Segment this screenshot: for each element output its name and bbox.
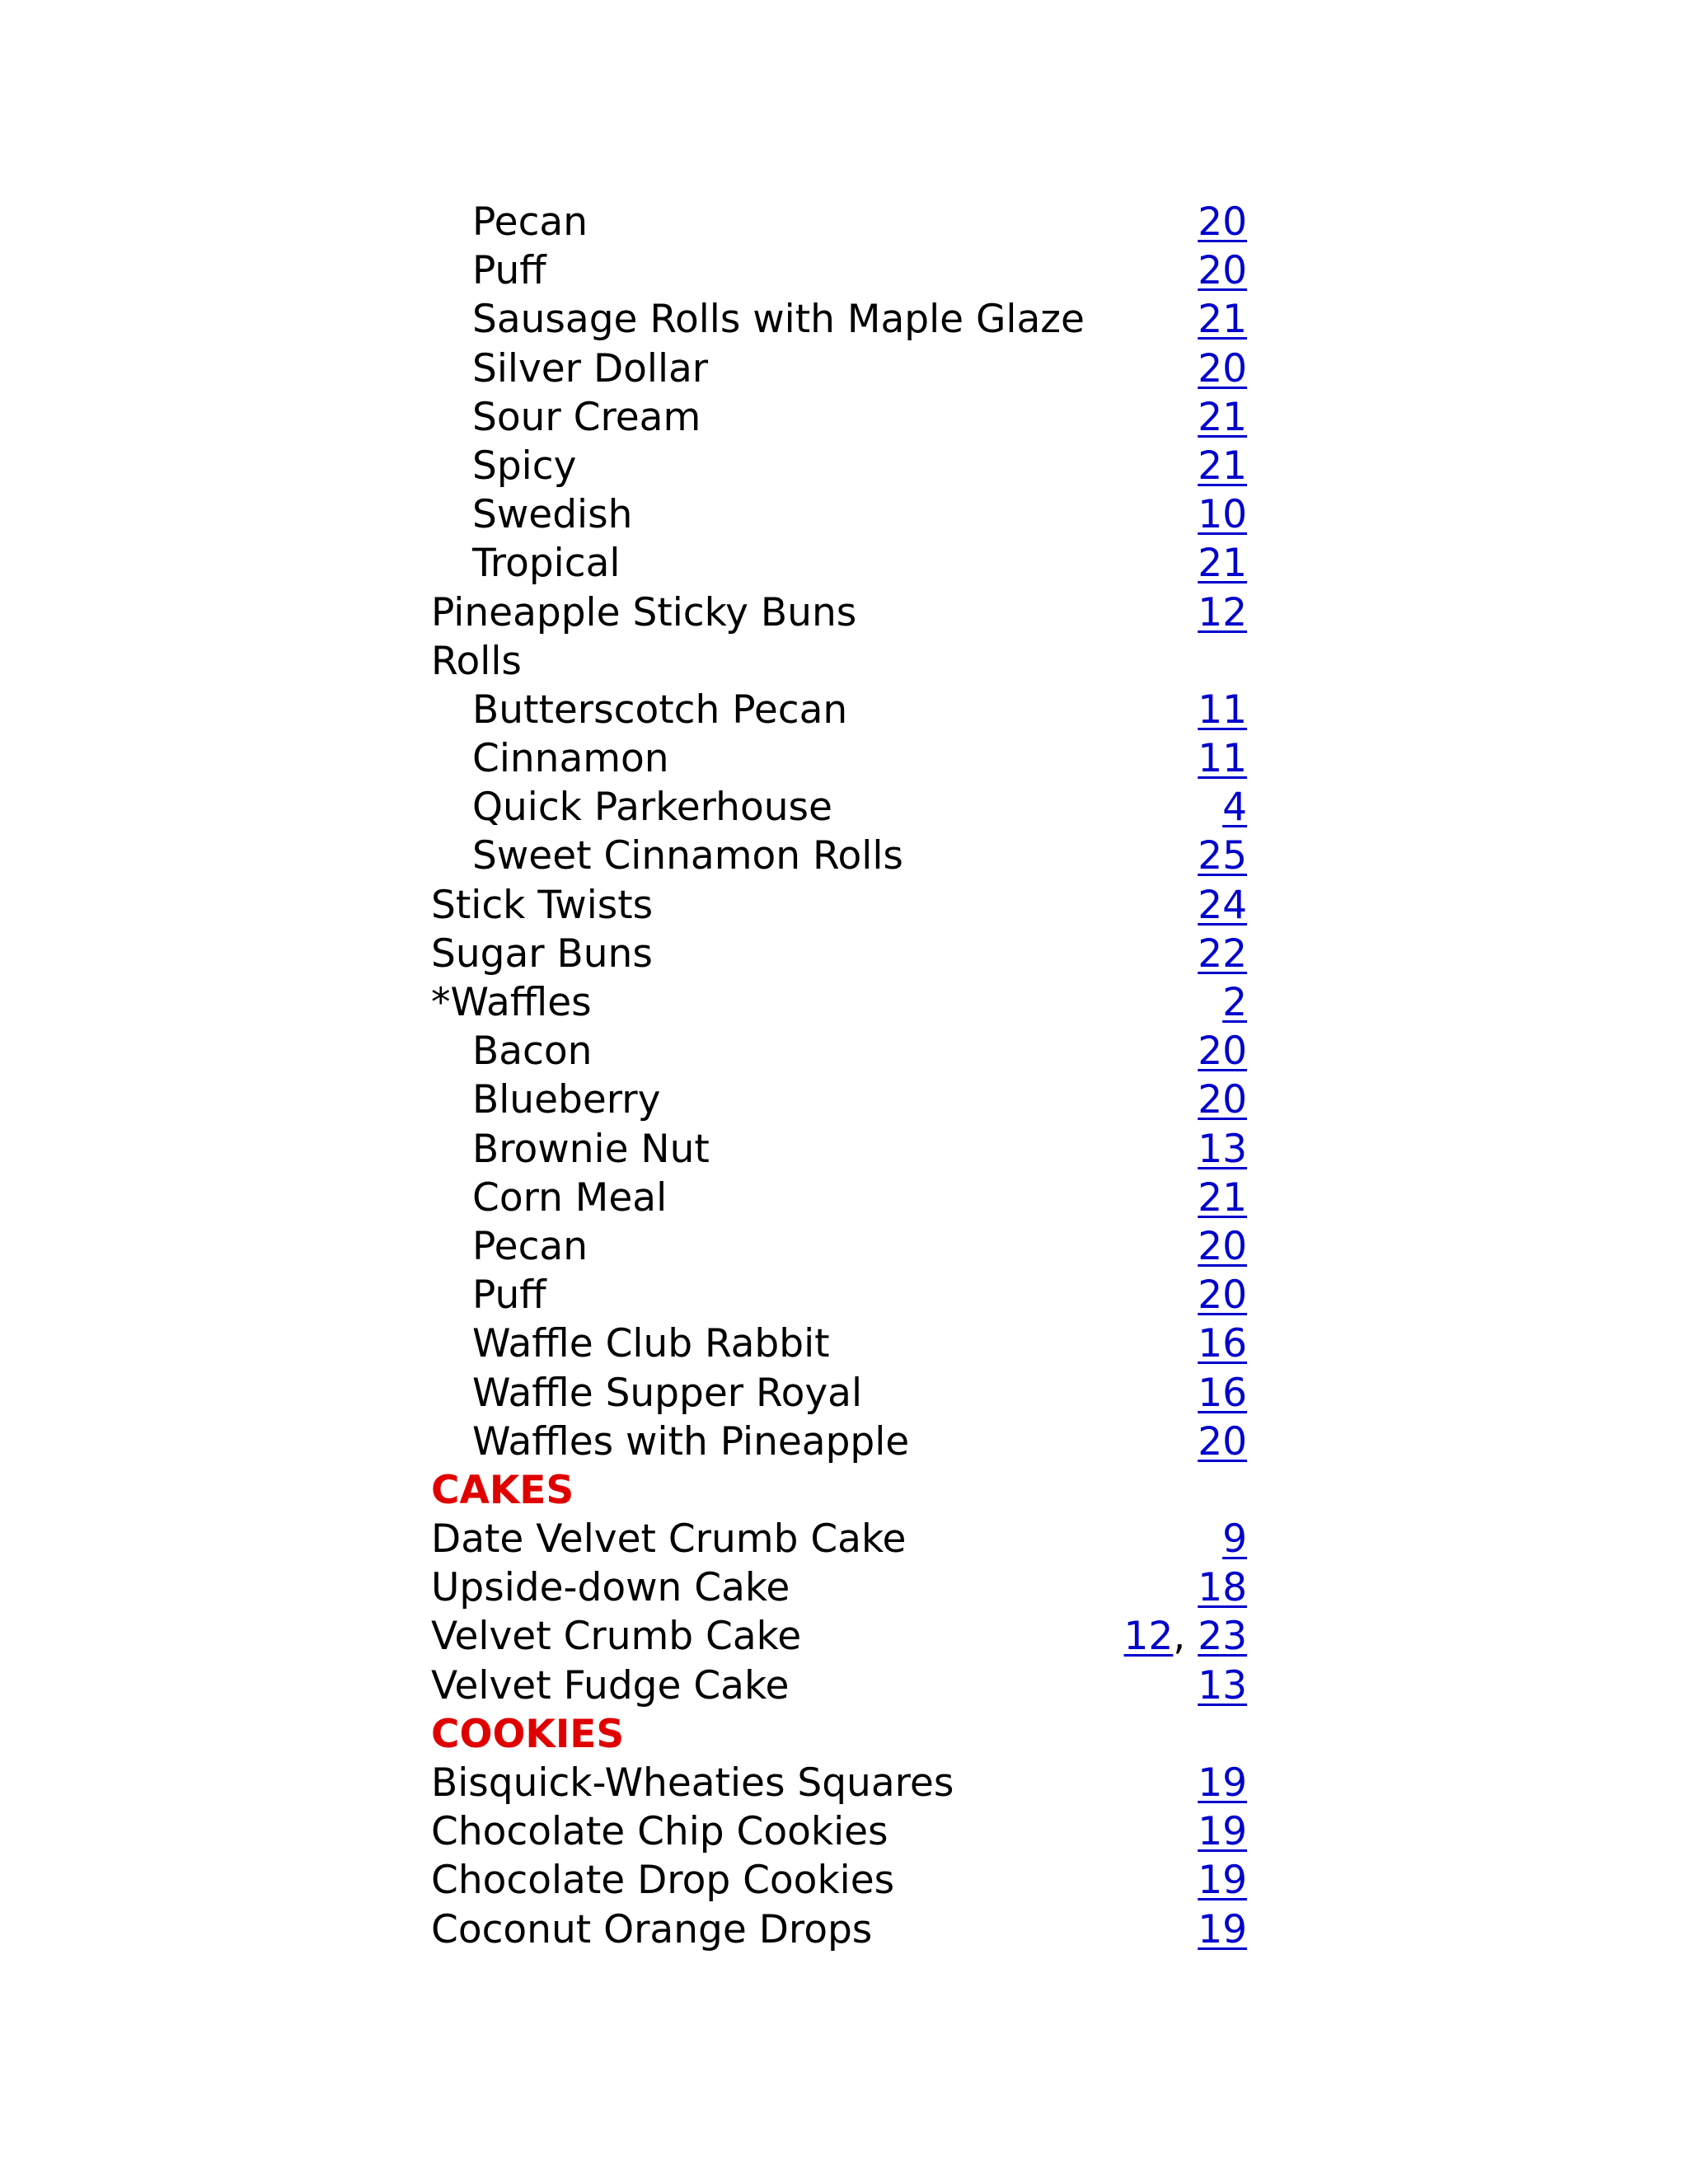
page-link[interactable]: 21 bbox=[1198, 443, 1247, 489]
page-references bbox=[1198, 1027, 1247, 1076]
index-entry-pecan bbox=[431, 198, 1247, 246]
index-entry-brownie-nut bbox=[431, 1125, 1247, 1174]
index-entry-label: Cinnamon bbox=[472, 736, 669, 782]
page-link[interactable]: 22 bbox=[1198, 930, 1247, 977]
page-references bbox=[1198, 1563, 1247, 1612]
section-heading-label: CAKES bbox=[431, 1467, 574, 1513]
index-entry-label: Sweet Cinnamon Rolls bbox=[472, 833, 903, 879]
section-heading-cookies bbox=[431, 1710, 1247, 1759]
page-link[interactable]: 20 bbox=[1198, 345, 1247, 391]
page-link[interactable]: 19 bbox=[1198, 1760, 1247, 1806]
index-entry-sausage-rolls-with-maple-glaze bbox=[431, 295, 1247, 344]
page-link[interactable]: 20 bbox=[1198, 199, 1247, 245]
index-entry-label: Blueberry bbox=[472, 1077, 661, 1123]
page-link[interactable]: 20 bbox=[1198, 1272, 1247, 1319]
page-link[interactable]: 20 bbox=[1198, 1223, 1247, 1269]
index-entry-pineapple-sticky-buns bbox=[431, 588, 1247, 637]
page-link[interactable]: 19 bbox=[1198, 1858, 1247, 1904]
index-entry-sweet-cinnamon-rolls bbox=[431, 832, 1247, 880]
index-entry-quick-parkerhouse bbox=[431, 783, 1247, 832]
page-references bbox=[1198, 1661, 1247, 1710]
page-references bbox=[1198, 1905, 1247, 1954]
recipe-index-list bbox=[431, 198, 1247, 1954]
page-references bbox=[1198, 539, 1247, 588]
index-entry-bacon bbox=[431, 1027, 1247, 1076]
page-references bbox=[1198, 246, 1247, 295]
index-entry-date-velvet-crumb-cake bbox=[431, 1515, 1247, 1563]
page-link[interactable]: 18 bbox=[1198, 1565, 1247, 1611]
index-entry-label: Waffle Supper Royal bbox=[472, 1370, 863, 1416]
page-link[interactable]: 19 bbox=[1198, 1906, 1247, 1952]
page-references bbox=[1123, 1612, 1247, 1661]
page-link[interactable]: 12 bbox=[1198, 589, 1247, 635]
index-entry-label: Chocolate Drop Cookies bbox=[431, 1858, 895, 1904]
page-references bbox=[1198, 344, 1247, 393]
page-link[interactable]: 2 bbox=[1222, 980, 1247, 1025]
page-references bbox=[1198, 881, 1247, 930]
index-entry-waffle-club-rabbit bbox=[431, 1319, 1247, 1368]
page-references bbox=[1222, 1515, 1247, 1563]
page-link[interactable]: 23 bbox=[1198, 1614, 1247, 1660]
index-entry-waffles-with-pineapple bbox=[431, 1418, 1247, 1466]
page-link[interactable]: 13 bbox=[1198, 1662, 1247, 1708]
page-references bbox=[1198, 686, 1247, 734]
page-references bbox=[1198, 1076, 1247, 1124]
page-link[interactable]: 21 bbox=[1198, 1174, 1247, 1221]
index-entry-label: Bacon bbox=[472, 1029, 593, 1075]
page-link[interactable]: 20 bbox=[1198, 248, 1247, 294]
index-entry-butterscotch-pecan bbox=[431, 686, 1247, 734]
page-references bbox=[1198, 1856, 1247, 1905]
index-entry-waffle-supper-royal bbox=[431, 1369, 1247, 1418]
index-entry-label: Sausage Rolls with Maple Glaze bbox=[472, 297, 1085, 343]
page-link[interactable]: 16 bbox=[1198, 1321, 1247, 1367]
page-references bbox=[1198, 1369, 1247, 1418]
index-entry-label: Corn Meal bbox=[472, 1174, 668, 1221]
page-references bbox=[1198, 930, 1247, 978]
index-entry-waffles bbox=[431, 978, 1247, 1027]
index-entry-label: Velvet Fudge Cake bbox=[431, 1662, 790, 1708]
page-link[interactable]: 25 bbox=[1198, 833, 1247, 879]
index-entry-pecan bbox=[431, 1222, 1247, 1271]
page-link[interactable]: 9 bbox=[1222, 1516, 1247, 1563]
index-entry-tropical bbox=[431, 539, 1247, 588]
page-references bbox=[1198, 734, 1247, 783]
index-entry-bisquick-wheaties-squares bbox=[431, 1759, 1247, 1807]
index-entry-rolls bbox=[431, 637, 1247, 686]
index-entry-label: Velvet Crumb Cake bbox=[431, 1614, 802, 1660]
index-entry-cinnamon bbox=[431, 734, 1247, 783]
index-entry-label: Puff bbox=[472, 248, 546, 294]
page-link[interactable]: 21 bbox=[1198, 541, 1247, 587]
page-link[interactable]: 13 bbox=[1198, 1126, 1247, 1172]
page-references bbox=[1198, 1759, 1247, 1807]
index-entry-label: Waffle Club Rabbit bbox=[472, 1321, 830, 1367]
page-link[interactable]: 11 bbox=[1198, 687, 1247, 733]
page-references bbox=[1198, 1125, 1247, 1174]
index-entry-label: *Waffles bbox=[431, 980, 592, 1025]
index-entry-label: Butterscotch Pecan bbox=[472, 687, 848, 733]
page-link[interactable]: 21 bbox=[1198, 297, 1247, 343]
section-heading-label: COOKIES bbox=[431, 1711, 625, 1757]
index-entry-puff bbox=[431, 1271, 1247, 1319]
page-link[interactable]: 24 bbox=[1198, 882, 1247, 928]
index-entry-label: Puff bbox=[472, 1272, 546, 1319]
page-references bbox=[1198, 1271, 1247, 1319]
index-entry-label: Waffles with Pineapple bbox=[472, 1418, 910, 1465]
index-entry-label: Stick Twists bbox=[431, 882, 654, 928]
page-references bbox=[1198, 295, 1247, 344]
index-entry-swedish bbox=[431, 490, 1247, 539]
index-entry-label: Quick Parkerhouse bbox=[472, 785, 832, 831]
page-link[interactable]: 20 bbox=[1198, 1077, 1247, 1123]
page-references bbox=[1198, 588, 1247, 637]
index-entry-velvet-fudge-cake bbox=[431, 1661, 1247, 1710]
index-entry-velvet-crumb-cake bbox=[431, 1612, 1247, 1661]
page-link[interactable]: 16 bbox=[1198, 1370, 1247, 1416]
page-references bbox=[1222, 978, 1247, 1027]
page-references bbox=[1198, 442, 1247, 490]
page-references bbox=[1198, 1807, 1247, 1856]
page-references bbox=[1198, 198, 1247, 246]
page-references bbox=[1222, 783, 1247, 832]
page-link[interactable]: 21 bbox=[1198, 394, 1247, 440]
index-entry-label: Sugar Buns bbox=[431, 930, 653, 977]
index-entry-sugar-buns bbox=[431, 930, 1247, 978]
index-entry-coconut-orange-drops bbox=[431, 1905, 1247, 1954]
index-entry-label: Sour Cream bbox=[472, 394, 701, 440]
index-entry-upside-down-cake bbox=[431, 1563, 1247, 1612]
index-entry-label: Bisquick-Wheaties Squares bbox=[431, 1760, 954, 1806]
index-entry-label: Rolls bbox=[431, 638, 522, 684]
index-entry-label: Swedish bbox=[472, 492, 633, 538]
index-entry-silver-dollar bbox=[431, 344, 1247, 393]
index-entry-chocolate-drop-cookies bbox=[431, 1856, 1247, 1905]
page-link[interactable]: 19 bbox=[1198, 1809, 1247, 1855]
index-entry-puff bbox=[431, 246, 1247, 295]
page-link[interactable]: 11 bbox=[1198, 736, 1247, 782]
page-references bbox=[1198, 1319, 1247, 1368]
index-entry-label: Chocolate Chip Cookies bbox=[431, 1809, 889, 1855]
page-references bbox=[1198, 1418, 1247, 1466]
index-entry-sour-cream bbox=[431, 393, 1247, 442]
page-link[interactable]: 12 bbox=[1123, 1614, 1174, 1660]
index-entry-label: Pecan bbox=[472, 1223, 588, 1269]
index-entry-chocolate-chip-cookies bbox=[431, 1807, 1247, 1856]
page-link[interactable]: 20 bbox=[1198, 1418, 1247, 1465]
index-entry-blueberry bbox=[431, 1076, 1247, 1124]
page-references bbox=[1198, 1174, 1247, 1222]
section-heading-cakes bbox=[431, 1466, 1247, 1515]
page-separator: , bbox=[1173, 1614, 1198, 1660]
page-link[interactable]: 4 bbox=[1222, 785, 1247, 831]
page-references bbox=[1198, 490, 1247, 539]
index-entry-label: Spicy bbox=[472, 443, 577, 489]
index-entry-label: Coconut Orange Drops bbox=[431, 1906, 873, 1952]
index-entry-label: Tropical bbox=[472, 541, 621, 587]
index-entry-label: Brownie Nut bbox=[472, 1126, 710, 1172]
index-entry-corn-meal bbox=[431, 1174, 1247, 1222]
index-entry-spicy bbox=[431, 442, 1247, 490]
index-entry-label: Pineapple Sticky Buns bbox=[431, 589, 857, 635]
page-references bbox=[1198, 1222, 1247, 1271]
page-references bbox=[1198, 393, 1247, 442]
index-entry-stick-twists bbox=[431, 881, 1247, 930]
index-entry-label: Date Velvet Crumb Cake bbox=[431, 1516, 907, 1563]
index-entry-label: Pecan bbox=[472, 199, 588, 245]
index-entry-label: Upside-down Cake bbox=[431, 1565, 790, 1611]
page-references bbox=[1198, 832, 1247, 880]
index-entry-label: Silver Dollar bbox=[472, 345, 709, 391]
page-link[interactable]: 20 bbox=[1198, 1029, 1247, 1075]
page-link[interactable]: 10 bbox=[1198, 492, 1247, 538]
